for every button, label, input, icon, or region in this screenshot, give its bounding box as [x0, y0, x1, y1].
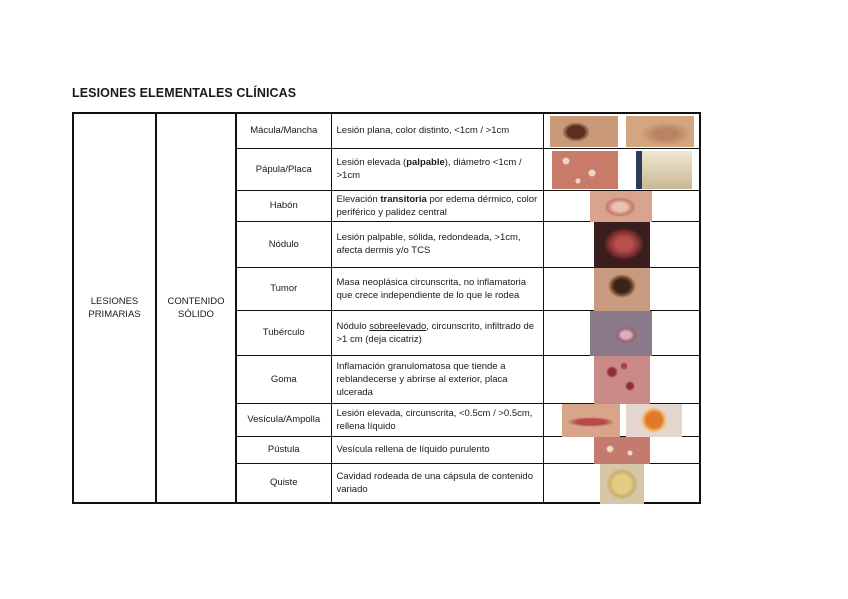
desc-underlined: sobreelevado	[369, 320, 427, 332]
desc-part: por edema dérmico, color periférico y palidez central	[336, 193, 538, 218]
lesion-description: Cavidad rodeada de una cápsula de contenido variado	[331, 463, 543, 503]
pustula-photo	[594, 437, 650, 464]
lesion-photos	[543, 221, 700, 267]
lesion-name: Mácula/Mancha	[236, 113, 331, 148]
lesion-description	[331, 310, 543, 355]
lesion-description: Lesión elevada, circunscrita, <0.5cm / >0.5cm, rellena líquido	[331, 403, 543, 436]
lesion-name: Goma	[236, 355, 331, 403]
lesion-name: Pápula/Placa	[236, 148, 331, 190]
lesion-photos	[543, 113, 700, 148]
vesicula-photo-1	[562, 404, 620, 437]
lesion-photos	[543, 355, 700, 403]
papula-photo-1	[552, 151, 618, 189]
lesion-description: Lesión plana, color distinto, <1cm / >1cm	[331, 113, 543, 148]
papula-photo-2	[636, 151, 692, 189]
lesion-description: Lesión palpable, sólida, redondeada, >1cm, afecta dermis y/o TCS	[331, 221, 543, 267]
lesion-name: Pústula	[236, 436, 331, 463]
lesion-name: Vesícula/Ampolla	[236, 403, 331, 436]
group-primary-lesions	[73, 113, 156, 503]
group-primary-lesions-label: LESIONES PRIMARIAS	[88, 296, 141, 320]
lesion-photos	[543, 267, 700, 310]
lesion-name: Tumor	[236, 267, 331, 310]
tuberculo-photo	[590, 311, 652, 356]
lesion-description: Inflamación granulomatosa que tiende a reblandecerse y abrirse al exterior, placa ulcerada	[331, 355, 543, 403]
lesion-photos	[543, 148, 700, 190]
desc-part: Lesión elevada (	[336, 157, 407, 168]
lesion-photos	[543, 463, 700, 503]
lesion-photos	[543, 403, 700, 436]
lesion-description: Masa neoplásica circunscrita, no inflamatoria que crece independiente de lo que le rodea	[331, 267, 543, 310]
macula-photo-1	[550, 116, 618, 147]
lesion-photos	[543, 436, 700, 463]
vesicula-photo-2	[626, 404, 682, 437]
tumor-photo	[594, 268, 650, 311]
lesion-photos	[543, 190, 700, 221]
goma-photo	[594, 356, 650, 404]
lesion-name: Habón	[236, 190, 331, 221]
desc-part: Nódulo	[336, 320, 370, 332]
document-title: LESIONES ELEMENTALES CLÍNICAS	[72, 86, 297, 100]
lesion-photos	[543, 310, 700, 355]
desc-part: , circunscrito, infiltrado de >1 cm (deja cicatriz)	[336, 320, 535, 345]
lesion-name: Nódulo	[236, 221, 331, 267]
desc-emphasis: palpable	[406, 157, 445, 168]
lesion-name: Tubérculo	[236, 310, 331, 355]
group-solid-content	[156, 113, 236, 503]
macula-photo-2	[626, 116, 694, 147]
quiste-photo	[600, 464, 644, 504]
desc-part: ), diámetro <1cm / >1cm	[336, 157, 522, 181]
lesion-name: Quiste	[236, 463, 331, 503]
group-solid-content-label: CONTENIDO SÓLIDO	[167, 296, 225, 320]
nodulo-photo	[594, 222, 650, 268]
desc-emphasis: transitoria	[380, 193, 427, 205]
habon-photo	[590, 191, 652, 222]
desc-part: Elevación	[336, 193, 381, 205]
lesion-description: Vesícula rellena de líquido purulento	[331, 436, 543, 463]
lesions-table	[72, 112, 701, 504]
lesion-description	[331, 190, 543, 221]
lesion-description	[331, 148, 543, 190]
